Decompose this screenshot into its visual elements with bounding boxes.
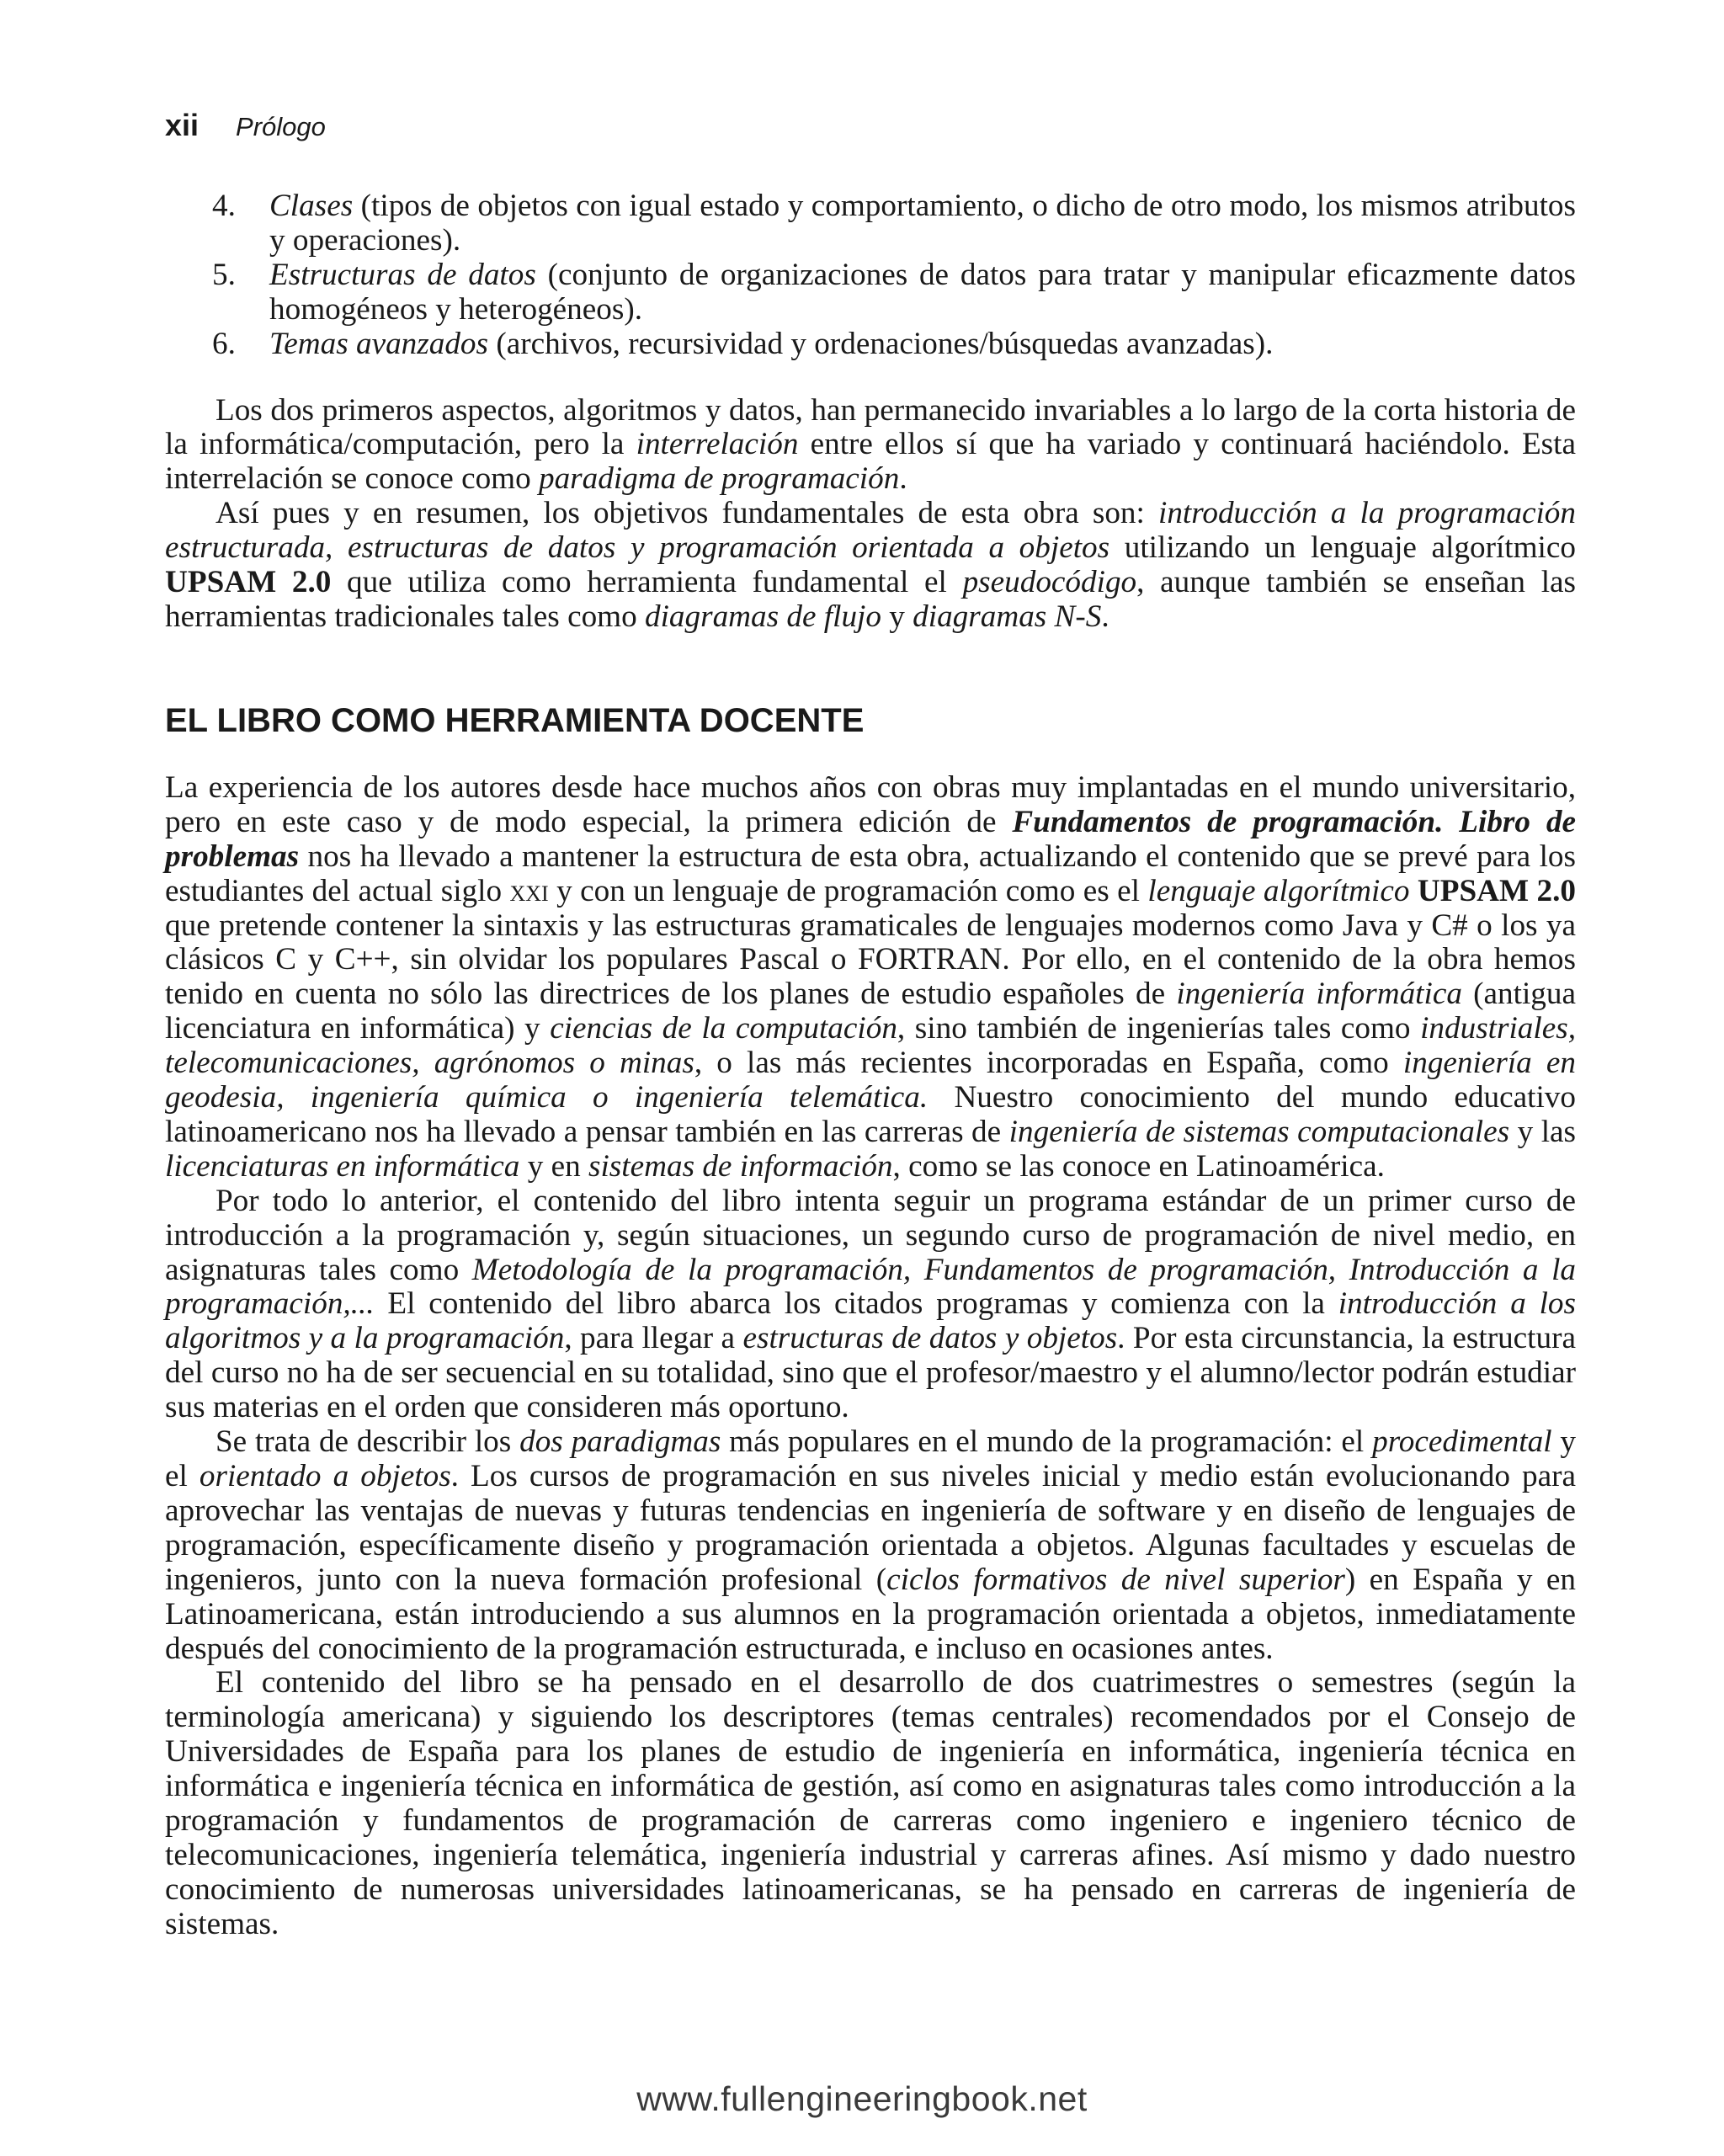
text-run: . xyxy=(1101,599,1109,634)
text-run: . xyxy=(899,461,907,497)
text-run: que pretende contener la sintaxis y las estructuras gramaticales de lenguajes modernos como Java y C# o los ya clásicos C y C++, sin olvidar los populares Pascal o FORTRAN. Por ello, en el contenido de la obra hemos tenido en cuenta no sólo las directrices de los planes de estudio españoles de xyxy=(165,908,1576,1012)
emphasis: lenguaje algorítmico xyxy=(1147,873,1410,908)
emphasis: procedimental xyxy=(1372,1424,1552,1460)
text-run: Así pues y en resumen, los objetivos fundamentales de esta obra son: xyxy=(216,496,1158,531)
section-heading: EL LIBRO COMO HERRAMIENTA DOCENTE xyxy=(165,701,865,739)
emphasis: ingeniería informática xyxy=(1176,977,1462,1012)
emphasis: introducción a los algoritmos y a la programación xyxy=(165,1286,1576,1356)
text-run: y en xyxy=(519,1148,588,1184)
text-run: y las xyxy=(1509,1114,1577,1149)
list-number: 5. xyxy=(212,257,236,292)
text-run: , o las más recientes incorporadas en España, como xyxy=(694,1046,1403,1081)
text-run: que utiliza como herramienta fundamental el xyxy=(331,565,963,600)
text-run: , para llegar a xyxy=(564,1321,743,1356)
paragraph-contenido: El contenido del libro se ha pensado en el desarrollo de dos cuatrimestres o semestres (según la terminología americana) y siguiendo los descriptores (temas centrales) recomendados por el Consejo de Universidades de España para los planes de estudio de ingeniería en informática, ingeniería técnica en informática e ingeniería técnica en informática de gestión, así como en asignaturas tales como introducción a la programación y fundamentos de programación de carreras como ingeniero e ingeniero técnico de telecomunicaciones, ingeniería telemática, ingeniería industrial y carreras afines. Así mismo y dado nuestro conocimiento de numerosas universidades latinoamericanas, se ha pensado en carreras de ingeniería de sistemas. xyxy=(165,1665,1576,1941)
emphasis: ciencias de la computación xyxy=(550,1011,897,1046)
emphasis: Metodología de la programación, Fundamentos de programación, Introducción a la programación,... xyxy=(165,1252,1576,1322)
list-item xyxy=(165,258,1576,327)
list-number: 6. xyxy=(212,326,236,361)
spacer xyxy=(165,362,1576,394)
page-number: xii xyxy=(165,108,200,142)
text-run: y xyxy=(881,599,913,634)
list-item xyxy=(165,327,1576,362)
text-run: entre ellos sí que ha variado y continuará haciéndolo. Esta interrelación se conoce como xyxy=(165,427,1576,497)
list-number: 4. xyxy=(212,189,236,223)
paragraph-objetivos xyxy=(165,497,1576,635)
paragraph-paradigmas xyxy=(165,1425,1576,1666)
list-text: (conjunto de organizaciones de datos para tratar y manipular eficazmente datos homogéneos y heterogéneos). xyxy=(269,257,1576,327)
paragraph-experiencia xyxy=(165,771,1576,1184)
list-text: (archivos, recursividad y ordenaciones/búsquedas avanzadas). xyxy=(488,326,1274,361)
paragraph-por-todo xyxy=(165,1184,1576,1425)
list-term: Temas avanzados xyxy=(269,326,489,361)
emphasis: interrelación xyxy=(636,427,799,462)
list-text: (tipos de objetos con igual estado y comportamiento, o dicho de otro modo, los mismos atributos y operaciones). xyxy=(269,189,1576,258)
text-run: . Por esta circunstancia, la estructura del curso no ha de ser secuencial en su totalidad, sino que el profesor/maestro y el alumno/lector podrán estudiar sus materias en el orden que consideren más oportuno. xyxy=(165,1321,1576,1425)
text-run: Los dos primeros aspectos, algoritmos y datos, han permanecido invariables a lo largo de la corta historia de la informática/computación, pero la xyxy=(165,392,1576,462)
text-run: Nuestro conocimiento del mundo educativo latinoamericano nos ha llevado a pensar también en las carreras de xyxy=(165,1080,1576,1149)
list-term: Estructuras de datos xyxy=(269,257,536,292)
emphasis: dos paradigmas xyxy=(519,1424,721,1460)
emphasis: introducción a la programación estructurada, estructuras de datos y programación orientada a objetos xyxy=(165,496,1576,566)
bold-term: UPSAM 2.0 xyxy=(165,565,332,600)
list-term: Clases xyxy=(269,189,354,223)
page-body xyxy=(165,189,1576,1942)
emphasis: industriales, telecomunicaciones, agrónomos o minas xyxy=(165,1011,1576,1081)
text-run: y el xyxy=(165,1424,1576,1493)
emphasis: ciclos formativos de nivel superior xyxy=(886,1562,1345,1597)
text-run: . Los cursos de programación en sus niveles inicial y medio están evolucionando para aprovechar las ventajas de nuevas y futuras tendencias en ingeniería de software y en diseño de lenguajes de programación, específicamente diseño y programación orientada a objetos. Algunas facultades y escuelas de ingenieros, junto con la nueva formación profesional ( xyxy=(165,1459,1576,1597)
text-run xyxy=(1409,874,1417,908)
emphasis: orientado a objetos xyxy=(199,1459,451,1493)
emphasis: estructuras de datos y objetos xyxy=(742,1321,1118,1356)
century-numeral: xxi xyxy=(509,873,549,908)
text-run: más populares en el mundo de la programación: el xyxy=(721,1424,1373,1460)
text-run: (antigua licenciatura en informática) y xyxy=(165,977,1577,1046)
emphasis: diagramas de flujo xyxy=(644,599,881,634)
text-run: , como se las conoce en Latinoamérica. xyxy=(892,1148,1385,1184)
bold-term: UPSAM 2.0 xyxy=(1417,873,1576,908)
text-run: y con un lenguaje de programación como es el xyxy=(548,873,1148,908)
emphasis: ingeniería de sistemas computacionales xyxy=(1008,1114,1510,1149)
text-run: ) en España y en Latinoamericana, están introduciendo a sus alumnos en la programación orientada a objetos, inmediatamente después del conocimiento de la programación estructurada, e incluso en ocasiones antes. xyxy=(165,1562,1576,1666)
text-run: Se trata de describir los xyxy=(216,1424,520,1460)
paragraph-aspectos xyxy=(165,394,1576,498)
footer-url: www.fullengineeringbook.net xyxy=(636,2079,1088,2118)
emphasis: ingeniería en geodesia, ingeniería química o ingeniería telemática. xyxy=(165,1046,1576,1115)
emphasis: diagramas N-S xyxy=(913,599,1102,634)
emphasis: licenciaturas en informática xyxy=(165,1148,520,1184)
emphasis: paradigma de programación xyxy=(538,461,900,497)
section-title: Prólogo xyxy=(236,112,326,141)
text-run: , aunque también se enseñan las herramientas tradicionales tales como xyxy=(165,565,1577,634)
text-run: La experiencia de los autores desde hace muchos años con obras muy implantadas en el mundo universitario, pero en este caso y de modo especial, la primera edición de xyxy=(165,769,1576,839)
emphasis: pseudocódigo xyxy=(962,565,1137,600)
text-run: El contenido del libro abarca los citados programas y comienza con la xyxy=(374,1286,1338,1322)
topics-list xyxy=(165,189,1576,362)
text-run: , sino también de ingenierías tales como xyxy=(897,1011,1421,1046)
emphasis: sistemas de información xyxy=(588,1148,893,1184)
book-title: Fundamentos de programación. Libro de problemas xyxy=(165,804,1576,874)
text-run: utilizando un lenguaje algorítmico xyxy=(1109,530,1576,566)
text-run: Por todo lo anterior, el contenido del libro intenta seguir un programa estándar de un primer curso de introducción a la programación y, según situaciones, un segundo curso de programación de nivel medio, en asignaturas tales como xyxy=(165,1183,1576,1287)
list-item xyxy=(165,189,1576,258)
text-run: nos ha llevado a mantener la estructura de esta obra, actualizando el contenido que se prevé para los estudiantes del actual siglo xyxy=(165,838,1576,908)
running-head xyxy=(165,108,326,143)
